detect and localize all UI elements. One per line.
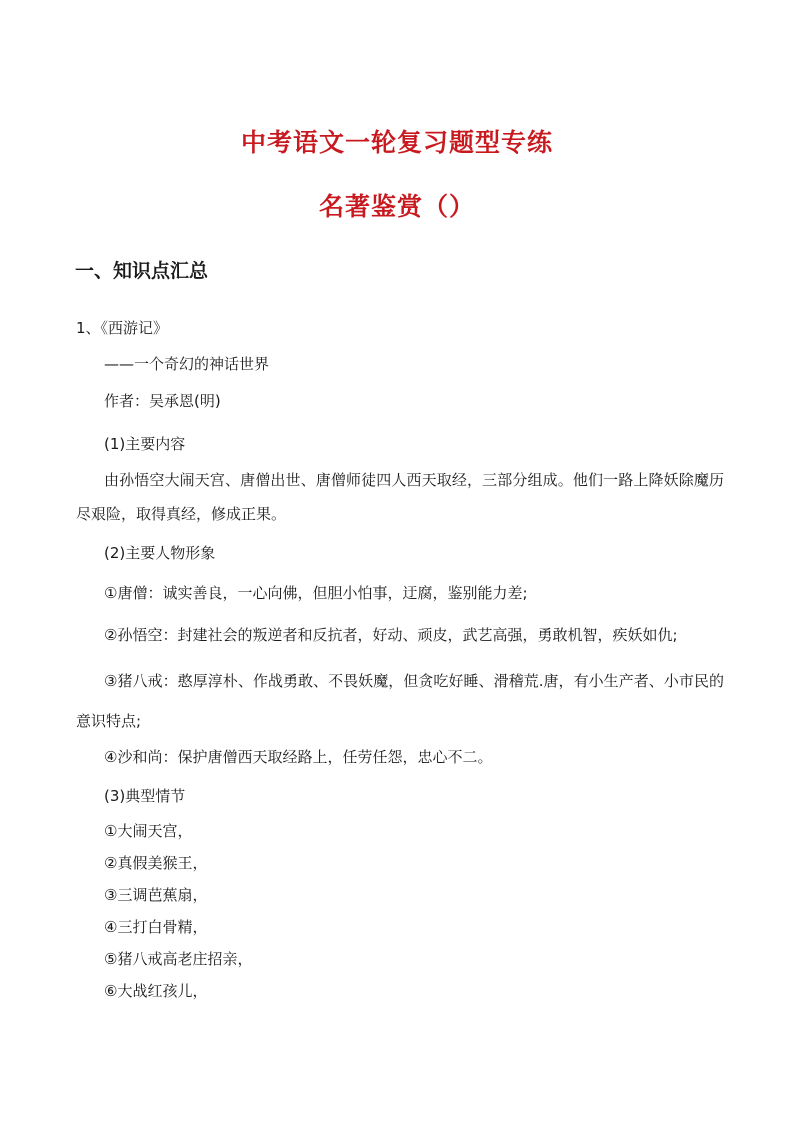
character-wukong: ②孙悟空：封建社会的叛逆者和反抗者，好动、顽皮，武艺高强，勇敢机智，疾妖如仇; bbox=[104, 626, 678, 644]
plots-heading: (3)典型情节 bbox=[104, 787, 186, 805]
content-heading: (1)主要内容 bbox=[104, 435, 186, 453]
plot-item: ④三打白骨精， bbox=[104, 918, 208, 936]
document-subtitle: 名著鉴赏（） bbox=[318, 192, 475, 221]
characters-heading: (2)主要人物形象 bbox=[104, 544, 216, 562]
section-heading: 一、知识点汇总 bbox=[75, 260, 209, 282]
character-shaseng: ④沙和尚：保护唐僧西天取经路上，任劳任怨，忠心不二。 bbox=[104, 748, 493, 766]
character-tangseng: ①唐僧：诚实善良，一心向佛，但胆小怕事，迂腐，鉴别能力差; bbox=[104, 584, 528, 602]
character-bajie: ③猪八戒：憨厚淳朴、作战勇敢、不畏妖魔，但贪吃好睡、滑稽荒.唐，有小生产者、小市民的意识特点; bbox=[76, 672, 724, 730]
content-paragraph: 由孙悟空大闹天宫、唐僧出世、唐僧师徒四人西天取经，三部分组成。他们一路上降妖除魔历尽艰险，取得真经，修成正果。 bbox=[76, 471, 724, 523]
plot-item: ②真假美猴王， bbox=[104, 854, 208, 872]
plot-item: ⑥大战红孩儿， bbox=[104, 982, 208, 1000]
plot-item: ③三调芭蕉扇， bbox=[104, 886, 208, 904]
book-label: 1、《西游记》 bbox=[76, 319, 169, 337]
plot-item: ①大闹天宫， bbox=[104, 822, 193, 840]
document-title: 中考语文一轮复习题型专练 bbox=[240, 128, 553, 157]
book-author: 作者：吴承恩(明) bbox=[104, 392, 221, 410]
book-tagline: ——一个奇幻的神话世界 bbox=[104, 355, 270, 373]
plot-item: ⑤猪八戒高老庄招亲， bbox=[104, 950, 253, 968]
